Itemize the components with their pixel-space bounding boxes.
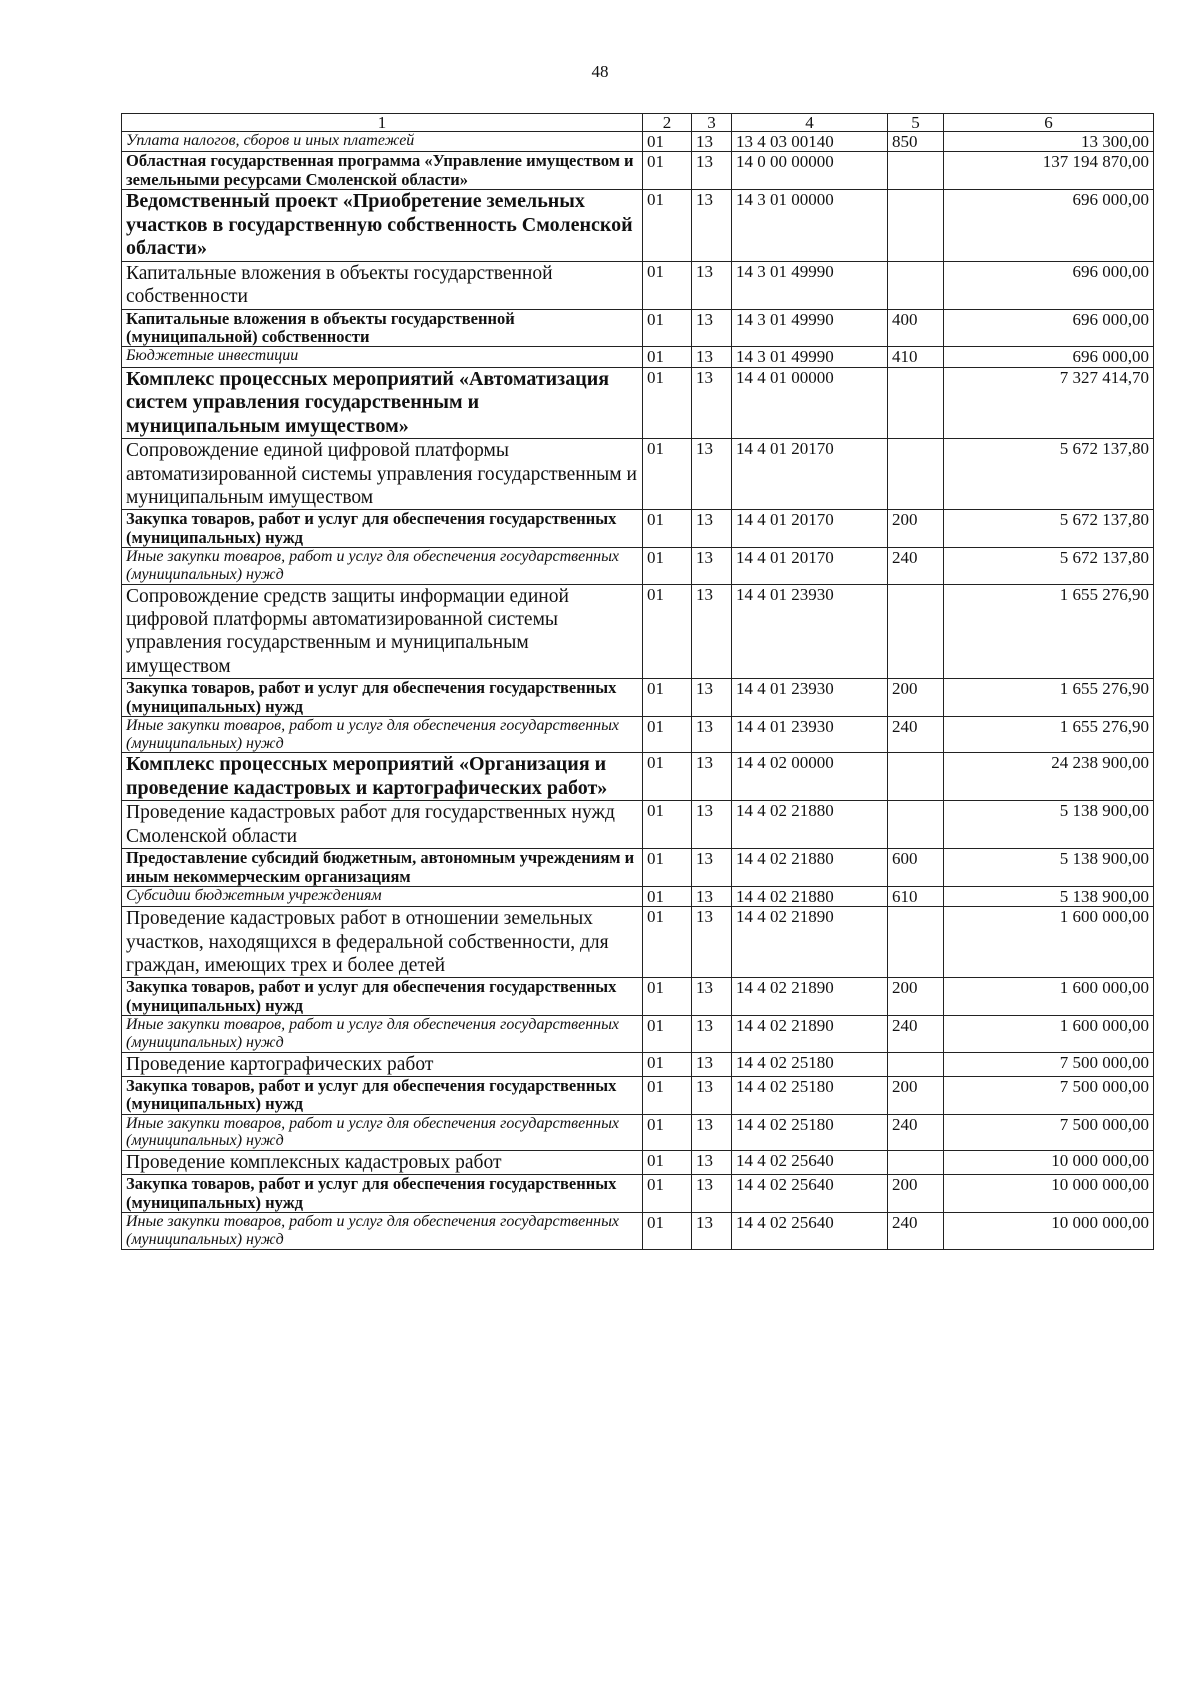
row-subsection-cell: 13 xyxy=(692,261,732,309)
row-amount-cell: 5 138 900,00 xyxy=(944,887,1154,907)
row-amount-cell: 1 600 000,00 xyxy=(944,1016,1154,1052)
row-name-cell: Бюджетные инвестиции xyxy=(122,347,643,367)
row-name-cell: Областная государственная программа «Управление имуществом и земельными ресурсами Смоленской области» xyxy=(122,152,643,190)
row-subsection-cell: 13 xyxy=(692,679,732,717)
row-target-article-cell: 14 4 02 21890 xyxy=(732,1016,888,1052)
table-row xyxy=(122,309,1154,347)
row-subsection-cell: 13 xyxy=(692,439,732,510)
row-amount-cell: 24 238 900,00 xyxy=(944,753,1154,801)
table-row xyxy=(122,1114,1154,1150)
row-target-article-cell: 14 3 01 49990 xyxy=(732,347,888,367)
row-name-cell: Иные закупки товаров, работ и услуг для обеспечения государственных (муниципальных) нужд xyxy=(122,1016,643,1052)
row-amount-cell: 696 000,00 xyxy=(944,347,1154,367)
table-row xyxy=(122,1151,1154,1175)
row-subsection-cell: 13 xyxy=(692,717,732,753)
column-header-1: 1 xyxy=(122,114,643,132)
column-header-6: 6 xyxy=(944,114,1154,132)
row-target-article-cell: 14 4 02 21880 xyxy=(732,887,888,907)
row-expense-type-cell: 410 xyxy=(888,347,944,367)
row-amount-cell: 7 327 414,70 xyxy=(944,367,1154,439)
row-amount-cell: 696 000,00 xyxy=(944,309,1154,347)
row-subsection-cell: 13 xyxy=(692,887,732,907)
row-name-cell: Комплекс процессных мероприятий «Организация и проведение кадастровых и картографических работ» xyxy=(122,753,643,801)
row-section-cell: 01 xyxy=(643,309,692,347)
row-subsection-cell: 13 xyxy=(692,548,732,584)
table-body xyxy=(122,132,1154,1250)
row-name-cell: Иные закупки товаров, работ и услуг для обеспечения государственных (муниципальных) нужд xyxy=(122,548,643,584)
row-subsection-cell: 13 xyxy=(692,1076,732,1114)
row-section-cell: 01 xyxy=(643,1151,692,1175)
row-target-article-cell: 14 3 01 49990 xyxy=(732,261,888,309)
row-name-cell: Закупка товаров, работ и услуг для обеспечения государственных (муниципальных) нужд xyxy=(122,510,643,548)
table-row xyxy=(122,907,1154,978)
row-expense-type-cell xyxy=(888,801,944,849)
row-section-cell: 01 xyxy=(643,261,692,309)
row-section-cell: 01 xyxy=(643,1175,692,1213)
row-amount-cell: 13 300,00 xyxy=(944,132,1154,152)
row-amount-cell: 10 000 000,00 xyxy=(944,1175,1154,1213)
budget-table xyxy=(121,113,1154,1250)
row-target-article-cell: 14 4 02 25180 xyxy=(732,1076,888,1114)
row-expense-type-cell xyxy=(888,907,944,978)
row-name-cell: Предоставление субсидий бюджетным, автономным учреждениям и иным некоммерческим организациям xyxy=(122,849,643,887)
row-expense-type-cell: 610 xyxy=(888,887,944,907)
table-row xyxy=(122,132,1154,152)
row-amount-cell: 1 655 276,90 xyxy=(944,679,1154,717)
row-expense-type-cell: 200 xyxy=(888,1175,944,1213)
row-subsection-cell: 13 xyxy=(692,1114,732,1150)
row-target-article-cell: 14 4 01 00000 xyxy=(732,367,888,439)
row-target-article-cell: 14 4 02 25180 xyxy=(732,1114,888,1150)
row-subsection-cell: 13 xyxy=(692,1151,732,1175)
row-expense-type-cell xyxy=(888,439,944,510)
row-name-cell: Субсидии бюджетным учреждениям xyxy=(122,887,643,907)
table-row xyxy=(122,152,1154,190)
row-name-cell: Проведение кадастровых работ для государственных нужд Смоленской области xyxy=(122,801,643,849)
row-amount-cell: 137 194 870,00 xyxy=(944,152,1154,190)
table-row xyxy=(122,548,1154,584)
row-section-cell: 01 xyxy=(643,1052,692,1076)
row-target-article-cell: 14 4 02 25180 xyxy=(732,1052,888,1076)
row-section-cell: 01 xyxy=(643,1114,692,1150)
table-row xyxy=(122,679,1154,717)
row-expense-type-cell xyxy=(888,753,944,801)
row-expense-type-cell: 200 xyxy=(888,978,944,1016)
row-target-article-cell: 14 4 01 20170 xyxy=(732,548,888,584)
row-subsection-cell: 13 xyxy=(692,367,732,439)
row-name-cell: Сопровождение средств защиты информации единой цифровой платформы автоматизированной системы управления государственным и муниципальным имуществом xyxy=(122,584,643,679)
row-section-cell: 01 xyxy=(643,907,692,978)
table-row xyxy=(122,1076,1154,1114)
table-row xyxy=(122,1175,1154,1213)
row-subsection-cell: 13 xyxy=(692,978,732,1016)
row-subsection-cell: 13 xyxy=(692,849,732,887)
row-section-cell: 01 xyxy=(643,1213,692,1249)
row-target-article-cell: 14 4 02 00000 xyxy=(732,753,888,801)
row-name-cell: Комплекс процессных мероприятий «Автоматизация систем управления государственным и муниципальным имуществом» xyxy=(122,367,643,439)
row-section-cell: 01 xyxy=(643,1016,692,1052)
table-row xyxy=(122,1016,1154,1052)
row-amount-cell: 10 000 000,00 xyxy=(944,1151,1154,1175)
table-row xyxy=(122,367,1154,439)
row-subsection-cell: 13 xyxy=(692,584,732,679)
row-amount-cell: 5 672 137,80 xyxy=(944,439,1154,510)
row-amount-cell: 5 138 900,00 xyxy=(944,801,1154,849)
row-section-cell: 01 xyxy=(643,367,692,439)
row-target-article-cell: 14 4 02 21880 xyxy=(732,801,888,849)
row-section-cell: 01 xyxy=(643,887,692,907)
row-target-article-cell: 14 4 01 20170 xyxy=(732,439,888,510)
row-amount-cell: 7 500 000,00 xyxy=(944,1114,1154,1150)
row-expense-type-cell: 240 xyxy=(888,1114,944,1150)
table-row xyxy=(122,1213,1154,1249)
row-name-cell: Проведение картографических работ xyxy=(122,1052,643,1076)
row-amount-cell: 7 500 000,00 xyxy=(944,1052,1154,1076)
row-name-cell: Проведение комплексных кадастровых работ xyxy=(122,1151,643,1175)
row-subsection-cell: 13 xyxy=(692,1213,732,1249)
row-target-article-cell: 14 4 01 23930 xyxy=(732,679,888,717)
row-target-article-cell: 13 4 03 00140 xyxy=(732,132,888,152)
row-subsection-cell: 13 xyxy=(692,907,732,978)
row-amount-cell: 696 000,00 xyxy=(944,261,1154,309)
table-row xyxy=(122,439,1154,510)
row-subsection-cell: 13 xyxy=(692,801,732,849)
row-name-cell: Иные закупки товаров, работ и услуг для обеспечения государственных (муниципальных) нужд xyxy=(122,1114,643,1150)
column-header-3: 3 xyxy=(692,114,732,132)
row-section-cell: 01 xyxy=(643,439,692,510)
row-section-cell: 01 xyxy=(643,679,692,717)
row-section-cell: 01 xyxy=(643,849,692,887)
row-subsection-cell: 13 xyxy=(692,510,732,548)
table-row xyxy=(122,261,1154,309)
row-amount-cell: 5 138 900,00 xyxy=(944,849,1154,887)
table-row xyxy=(122,347,1154,367)
table-row xyxy=(122,717,1154,753)
row-subsection-cell: 13 xyxy=(692,152,732,190)
table-row xyxy=(122,753,1154,801)
row-section-cell: 01 xyxy=(643,801,692,849)
table-row xyxy=(122,801,1154,849)
row-expense-type-cell: 850 xyxy=(888,132,944,152)
row-target-article-cell: 14 4 02 25640 xyxy=(732,1213,888,1249)
row-section-cell: 01 xyxy=(643,584,692,679)
row-target-article-cell: 14 3 01 49990 xyxy=(732,309,888,347)
row-name-cell: Капитальные вложения в объекты государственной (муниципальной) собственности xyxy=(122,309,643,347)
row-target-article-cell: 14 4 02 21890 xyxy=(732,907,888,978)
table-row xyxy=(122,849,1154,887)
row-name-cell: Закупка товаров, работ и услуг для обеспечения государственных (муниципальных) нужд xyxy=(122,978,643,1016)
row-expense-type-cell xyxy=(888,584,944,679)
row-subsection-cell: 13 xyxy=(692,1052,732,1076)
row-section-cell: 01 xyxy=(643,152,692,190)
row-section-cell: 01 xyxy=(643,753,692,801)
row-expense-type-cell xyxy=(888,152,944,190)
row-target-article-cell: 14 4 02 25640 xyxy=(732,1151,888,1175)
row-amount-cell: 1 600 000,00 xyxy=(944,978,1154,1016)
row-section-cell: 01 xyxy=(643,1076,692,1114)
page-number: 48 xyxy=(591,62,609,81)
row-expense-type-cell xyxy=(888,261,944,309)
row-target-article-cell: 14 4 01 20170 xyxy=(732,510,888,548)
row-target-article-cell: 14 4 02 25640 xyxy=(732,1175,888,1213)
row-target-article-cell: 14 4 02 21890 xyxy=(732,978,888,1016)
row-name-cell: Проведение кадастровых работ в отношении земельных участков, находящихся в федеральной собственности, для граждан, имеющих трех и более детей xyxy=(122,907,643,978)
row-name-cell: Закупка товаров, работ и услуг для обеспечения государственных (муниципальных) нужд xyxy=(122,1076,643,1114)
row-section-cell: 01 xyxy=(643,548,692,584)
row-section-cell: 01 xyxy=(643,347,692,367)
row-expense-type-cell: 240 xyxy=(888,1016,944,1052)
row-expense-type-cell xyxy=(888,1151,944,1175)
row-section-cell: 01 xyxy=(643,189,692,261)
row-target-article-cell: 14 4 02 21880 xyxy=(732,849,888,887)
row-subsection-cell: 13 xyxy=(692,189,732,261)
row-expense-type-cell: 600 xyxy=(888,849,944,887)
row-amount-cell: 5 672 137,80 xyxy=(944,510,1154,548)
row-subsection-cell: 13 xyxy=(692,309,732,347)
row-amount-cell: 696 000,00 xyxy=(944,189,1154,261)
table-row xyxy=(122,887,1154,907)
row-expense-type-cell: 240 xyxy=(888,717,944,753)
row-expense-type-cell xyxy=(888,1052,944,1076)
row-name-cell: Ведомственный проект «Приобретение земельных участков в государственную собственность Смоленской области» xyxy=(122,189,643,261)
table-header-row xyxy=(122,114,1154,132)
row-expense-type-cell: 200 xyxy=(888,510,944,548)
row-name-cell: Закупка товаров, работ и услуг для обеспечения государственных (муниципальных) нужд xyxy=(122,1175,643,1213)
row-expense-type-cell: 240 xyxy=(888,1213,944,1249)
row-amount-cell: 1 655 276,90 xyxy=(944,717,1154,753)
row-target-article-cell: 14 4 01 23930 xyxy=(732,717,888,753)
row-amount-cell: 7 500 000,00 xyxy=(944,1076,1154,1114)
row-expense-type-cell: 400 xyxy=(888,309,944,347)
table-row xyxy=(122,584,1154,679)
row-section-cell: 01 xyxy=(643,132,692,152)
row-expense-type-cell: 200 xyxy=(888,1076,944,1114)
row-amount-cell: 1 600 000,00 xyxy=(944,907,1154,978)
row-expense-type-cell xyxy=(888,367,944,439)
column-header-5: 5 xyxy=(888,114,944,132)
row-name-cell: Иные закупки товаров, работ и услуг для обеспечения государственных (муниципальных) нужд xyxy=(122,717,643,753)
row-amount-cell: 5 672 137,80 xyxy=(944,548,1154,584)
table-row xyxy=(122,510,1154,548)
row-target-article-cell: 14 4 01 23930 xyxy=(732,584,888,679)
row-name-cell: Капитальные вложения в объекты государственной собственности xyxy=(122,261,643,309)
row-section-cell: 01 xyxy=(643,717,692,753)
row-name-cell: Сопровождение единой цифровой платформы автоматизированной системы управления государственным и муниципальным имуществом xyxy=(122,439,643,510)
row-target-article-cell: 14 3 01 00000 xyxy=(732,189,888,261)
row-section-cell: 01 xyxy=(643,510,692,548)
row-subsection-cell: 13 xyxy=(692,132,732,152)
row-subsection-cell: 13 xyxy=(692,347,732,367)
row-amount-cell: 10 000 000,00 xyxy=(944,1213,1154,1249)
row-section-cell: 01 xyxy=(643,978,692,1016)
row-subsection-cell: 13 xyxy=(692,1175,732,1213)
row-amount-cell: 1 655 276,90 xyxy=(944,584,1154,679)
row-name-cell: Уплата налогов, сборов и иных платежей xyxy=(122,132,643,152)
row-name-cell: Закупка товаров, работ и услуг для обеспечения государственных (муниципальных) нужд xyxy=(122,679,643,717)
row-subsection-cell: 13 xyxy=(692,753,732,801)
table-row xyxy=(122,1052,1154,1076)
row-name-cell: Иные закупки товаров, работ и услуг для обеспечения государственных (муниципальных) нужд xyxy=(122,1213,643,1249)
column-header-4: 4 xyxy=(732,114,888,132)
row-subsection-cell: 13 xyxy=(692,1016,732,1052)
row-expense-type-cell xyxy=(888,189,944,261)
table-row xyxy=(122,978,1154,1016)
table-row xyxy=(122,189,1154,261)
row-expense-type-cell: 240 xyxy=(888,548,944,584)
column-header-2: 2 xyxy=(643,114,692,132)
row-target-article-cell: 14 0 00 00000 xyxy=(732,152,888,190)
row-expense-type-cell: 200 xyxy=(888,679,944,717)
